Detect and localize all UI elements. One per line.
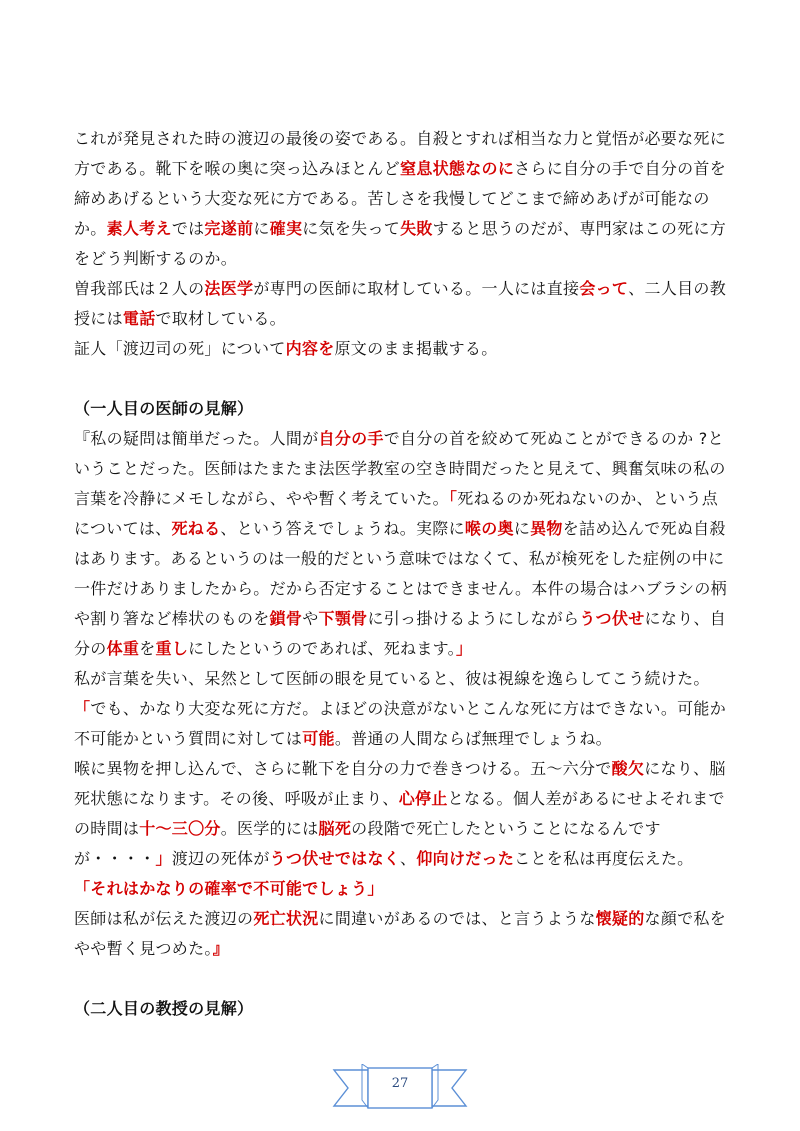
text-line xyxy=(74,514,734,544)
text-line xyxy=(74,274,734,304)
body-text: 原文のまま掲載する。 xyxy=(334,339,498,358)
body-text: に xyxy=(513,519,531,538)
emphasized-text: 死ねる xyxy=(171,519,221,538)
emphasized-text: 心停止 xyxy=(398,789,448,808)
emphasized-text: 』 xyxy=(212,939,230,958)
body-text: 医師は私が伝えた渡辺の xyxy=(74,909,254,928)
body-text: の時間は xyxy=(74,819,140,838)
paragraph-gap xyxy=(74,364,734,394)
emphasized-text: 酸欠 xyxy=(611,759,645,778)
body-text: さらに自分の手で自分の首を xyxy=(514,159,727,178)
body-text: や割り箸など棒状のものを xyxy=(74,609,270,628)
body-text: になり、脳 xyxy=(644,759,726,778)
emphasized-text: 体重 xyxy=(106,639,140,658)
text-line xyxy=(74,604,734,634)
body-text: これが発見された時の渡辺の最後の姿である。自殺とすれば相当な力と覚悟が必要な死に xyxy=(74,129,727,148)
emphasized-text: 確実 xyxy=(269,219,303,238)
emphasized-text: 素人考え xyxy=(106,219,172,238)
emphasized-text: 」 xyxy=(455,639,473,658)
emphasized-text: 失敗 xyxy=(400,219,433,238)
body-text: を詰め込んで死ぬ自殺 xyxy=(562,519,726,538)
emphasized-text: 完遂前 xyxy=(204,219,254,238)
body-text: 分の xyxy=(74,639,107,658)
document-body xyxy=(74,124,734,1024)
body-text: 締めあげるという大変な死に方である。苦しさを我慢してどこまで締めあげが可能なの xyxy=(74,189,710,208)
body-text: に xyxy=(253,219,270,238)
emphasized-text: 「それはかなりの確率で不可能でしょう」 xyxy=(74,879,384,898)
body-text: 、という答えでしょうね。実際に xyxy=(220,519,465,538)
body-text: ことを私は再度伝えた。 xyxy=(514,849,694,868)
body-text: 死ねるのか死ねないのか、という点 xyxy=(457,489,719,508)
emphasized-text: 内容を xyxy=(285,339,335,358)
text-line xyxy=(74,154,734,184)
body-text: 証人「渡辺司の死」について xyxy=(74,339,286,358)
body-text: でも、かなり大変な死に方だ。よほどの決意がないとこんな死に方はできない。可能か xyxy=(90,699,727,718)
emphasized-text: 異物 xyxy=(530,519,563,538)
emphasized-text: 可能 xyxy=(302,729,335,748)
text-line xyxy=(74,304,734,334)
emphasized-text: うつ伏せではなく xyxy=(269,849,401,868)
body-text: 。普通の人間ならば無理でしょうね。 xyxy=(334,729,612,748)
body-text: すると思うのだが、専門家はこの死に方 xyxy=(432,219,727,238)
body-text: か。 xyxy=(74,219,107,238)
text-line xyxy=(74,784,734,814)
text-line xyxy=(74,934,734,964)
body-text: 死状態になります。その後、呼吸が止まり、 xyxy=(74,789,399,808)
body-text: にしたというのであれば、死ねます。 xyxy=(188,639,456,658)
body-text: 一件だけありましたから。だから否定することはできません。本件の場合はハブラシの柄 xyxy=(74,579,727,598)
body-text: 『私の疑問は簡単だった。人間が xyxy=(74,429,319,448)
body-text: が・・・・ xyxy=(74,849,156,868)
body-text: では xyxy=(171,219,205,238)
text-line xyxy=(74,244,734,274)
text-line xyxy=(74,574,734,604)
emphasized-text: 死亡状況 xyxy=(253,909,319,928)
body-text: はあります。あるというのは一般的だという意味ではなくて、私が検死をした症例の中に xyxy=(74,549,725,568)
page-number-badge xyxy=(332,1064,468,1112)
emphasized-text: 脳死 xyxy=(318,819,352,838)
emphasized-text: 下顎骨 xyxy=(318,609,368,628)
text-line xyxy=(74,874,734,904)
body-text: 、 xyxy=(400,849,417,868)
text-line xyxy=(74,904,734,934)
emphasized-text: 鎖骨 xyxy=(269,609,303,628)
body-text: をどう判断するのか。 xyxy=(74,249,238,268)
emphasized-text: うつ伏せ xyxy=(579,609,645,628)
emphasized-text: 窒息状態なのに xyxy=(400,159,515,178)
emphasized-text: 重し xyxy=(155,639,189,658)
emphasized-text: 十～三〇分 xyxy=(139,819,221,838)
text-line xyxy=(74,184,734,214)
body-text: 私が言葉を失い、呆然として医師の眼を見ていると、彼は視線を逸らしてこう続けた。 xyxy=(74,669,710,688)
emphasized-text: 懐疑的 xyxy=(595,909,645,928)
body-text: 授には xyxy=(74,309,123,328)
body-text: に引っ掛けるようにしながら xyxy=(367,609,580,628)
text-line xyxy=(74,754,734,784)
body-text: 。医学的には xyxy=(220,819,319,838)
emphasized-text: 「 xyxy=(74,699,91,718)
body-text: 、二人目の教 xyxy=(628,279,727,298)
section-heading: （一人目の医師の見解） xyxy=(74,399,254,418)
text-line xyxy=(74,544,734,574)
text-line xyxy=(74,694,734,724)
emphasized-text: 電話 xyxy=(122,309,156,328)
body-text: やや暫く見つめた。 xyxy=(74,939,213,958)
emphasized-text: 喉の奥 xyxy=(464,519,514,538)
body-text: に間違いがあるのでは、と言うような xyxy=(318,909,596,928)
body-text: については、 xyxy=(74,519,172,538)
emphasized-text: 」 xyxy=(155,849,172,868)
text-line xyxy=(74,814,734,844)
text-line xyxy=(74,484,734,514)
emphasized-text: 「 xyxy=(448,489,458,508)
text-line xyxy=(74,424,734,454)
body-text: を xyxy=(139,639,156,658)
body-text: の段階で死亡したということになるんです xyxy=(351,819,661,838)
section-heading: （二人目の教授の見解） xyxy=(74,999,254,1018)
body-text: 不可能かという質問に対しては xyxy=(74,729,303,748)
body-text: になり、自 xyxy=(644,609,727,628)
text-line xyxy=(74,634,734,664)
body-text: に気を失って xyxy=(302,219,401,238)
text-line xyxy=(74,844,734,874)
page-number: 27 xyxy=(391,1076,409,1091)
emphasized-text: 法医学 xyxy=(204,279,254,298)
body-text: で自分の首を絞めて死ぬことができるのか ?と xyxy=(383,429,724,448)
text-line xyxy=(74,334,734,364)
text-line xyxy=(74,214,734,244)
body-text: となる。個人差があるにせよそれまで xyxy=(447,789,725,808)
emphasized-text: 仰向けだった xyxy=(416,849,515,868)
paragraph-gap xyxy=(74,964,734,994)
body-text: が専門の医師に取材している。一人には直接 xyxy=(253,279,580,298)
emphasized-text: 会って xyxy=(579,279,629,298)
text-line xyxy=(74,454,734,484)
body-text: な顔で私を xyxy=(644,909,727,928)
body-text: 言葉を冷静にメモしながら、やや暫く考えていた。 xyxy=(74,489,449,508)
text-line xyxy=(74,124,734,154)
body-text: 曽我部氏は２人の xyxy=(74,279,205,298)
emphasized-text: 自分の手 xyxy=(318,429,384,448)
text-line xyxy=(74,394,734,424)
body-text: 方である。靴下を喉の奥に突っ込みほとんど xyxy=(74,159,401,178)
text-line xyxy=(74,994,734,1024)
text-line xyxy=(74,664,734,694)
body-text: で取材している。 xyxy=(155,309,286,328)
body-text: 渡辺の死体が xyxy=(171,849,270,868)
text-line xyxy=(74,724,734,754)
body-text: や xyxy=(302,609,319,628)
body-text: 喉に異物を押し込んで、さらに靴下を自分の力で巻きつける。五～六分で xyxy=(74,759,612,778)
body-text: いうことだった。医師はたまたま法医学教室の空き時間だったと見えて、興奮気味の私の xyxy=(74,459,726,478)
